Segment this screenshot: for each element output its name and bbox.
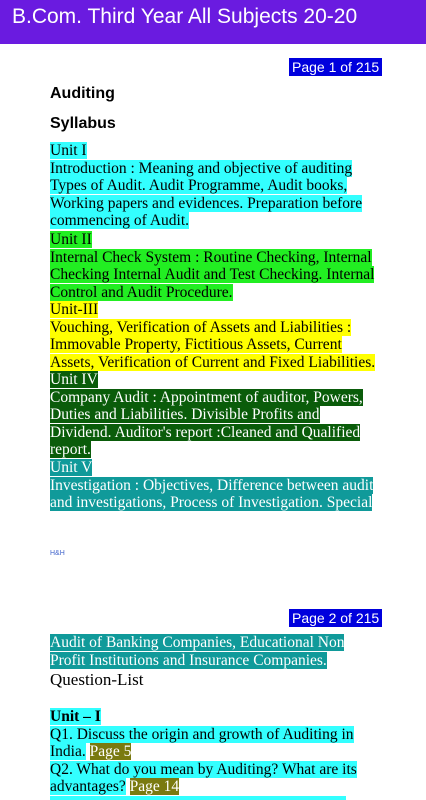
document-heading: Auditing	[50, 85, 115, 102]
document-viewer[interactable]	[0, 44, 426, 800]
question-2-text: Q2. What do you mean by Auditing? What are its advantages?	[50, 760, 357, 796]
unit-4-body: Company Audit : Appointment of auditor, Powers, Duties and Liabilities. Divisible Profits and Dividend. Auditor's report :Cleaned and Qualified report.	[50, 388, 363, 459]
question-1-page-link[interactable]: Page 5	[89, 743, 132, 761]
unit-2-body: Internal Check System : Routine Checking, Internal Checking Internal Audit and Test Checking. Internal Control and Audit Procedure.	[50, 248, 375, 301]
question-list-title: Question-List	[50, 670, 144, 689]
unit-1-title: Unit I	[50, 142, 87, 159]
app-title: B.Com. Third Year All Subjects 20-20	[12, 5, 358, 28]
unit-3-block	[50, 301, 376, 371]
unit-3-body: Vouching, Verification of Assets and Liabilities : Immovable Property, Fictitious Assets, Current Assets, Verification of Current and Fixed Liabilities.	[50, 318, 376, 371]
unit-1-body: Introduction : Meaning and objective of auditing Types of Audit. Audit Programme, Audit books, Working papers and evidences. Preparation before commencing of Audit.	[50, 159, 363, 230]
unit-5-title: Unit V	[50, 459, 93, 476]
question-1-text: Q1. Discuss the origin and growth of Auditing in India.	[50, 725, 354, 761]
page-badge-1: Page 1 of 215	[289, 58, 382, 76]
unit-2-title: Unit II	[50, 231, 92, 248]
continued-text	[50, 634, 376, 669]
next-line-highlight	[50, 796, 346, 800]
app-bar	[0, 0, 426, 44]
unit-1-heading: Unit – I	[50, 708, 101, 725]
syllabus-heading: Syllabus	[50, 115, 116, 132]
page-badge-2: Page 2 of 215	[289, 609, 382, 627]
unit-1-block	[50, 142, 376, 230]
question-block	[50, 708, 376, 800]
unit-2-block	[50, 231, 376, 301]
question-2-page-link[interactable]: Page 14	[129, 778, 180, 796]
page-footer: H&H	[50, 550, 65, 557]
continued-body: Audit of Banking Companies, Educational Non Profit Institutions and Insurance Companies.	[50, 634, 345, 669]
unit-5-block	[50, 459, 376, 512]
unit-5-body: Investigation : Objectives, Difference between audit and investigations, Process of Investigation. Special	[50, 476, 374, 512]
unit-3-title: Unit-III	[50, 301, 99, 318]
unit-4-title: Unit IV	[50, 371, 98, 388]
unit-4-block	[50, 371, 376, 459]
